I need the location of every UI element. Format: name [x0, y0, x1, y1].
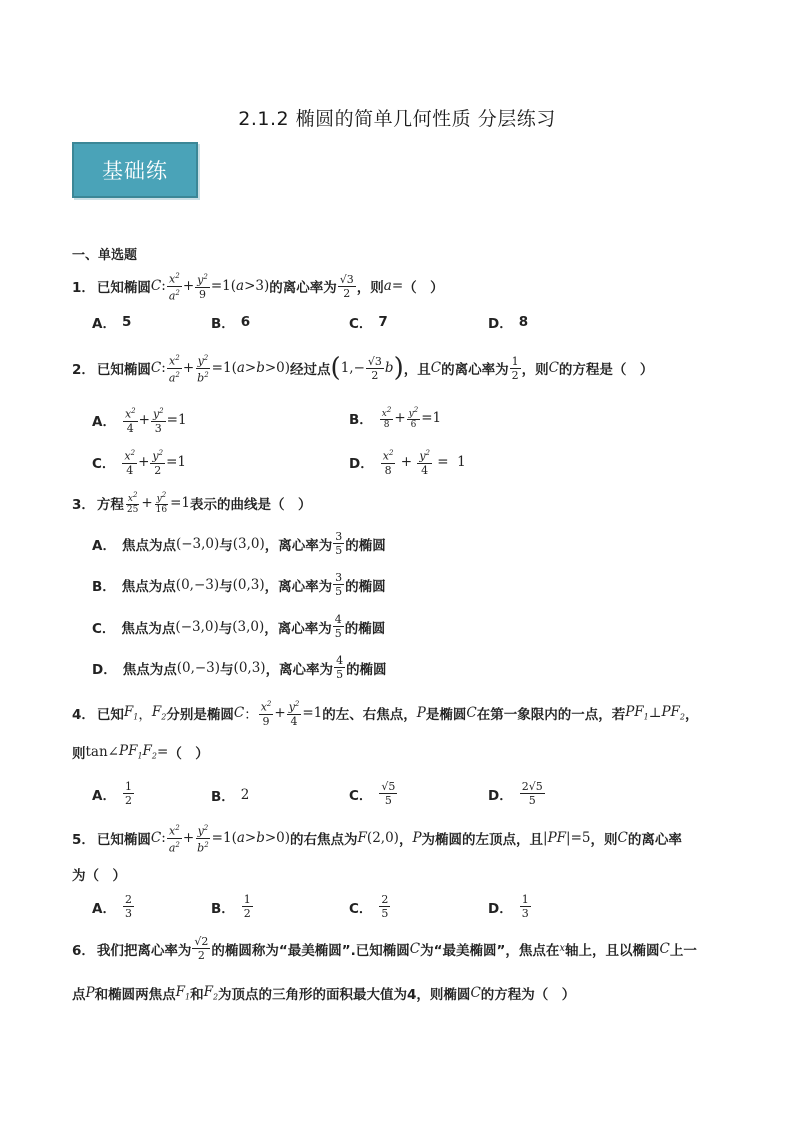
q2-option-c[interactable]: C． $\frac{x^2}{4}$ + $\frac{y^2}{2}$ =1	[92, 449, 187, 477]
q4-option-b[interactable]: B． 2	[211, 787, 250, 805]
level-badge: 基础练	[72, 142, 198, 198]
q5-option-a[interactable]: A． $\frac{2}{3}$	[92, 893, 132, 920]
question-2: 2． 已知椭圆 C : $\frac{x^2}{a^2}$ + $\frac{y^2}{b^2}$ =1( a > b >0) 经过点 ( 1,− $\frac{√3}{2}$ b ) ，且 C 的离心率为 $\frac{1}{2}$ ，则 C 的方程是（ ）	[72, 353, 654, 385]
question-4: 4． 已知 $F_1$ ， $F_2$ 分别是椭圆 C ： $\frac{x^2}{9}$ + $\frac{y^2}{4}$ =1 的左、右焦点， P 是椭圆 C 在第一象限内的一点，若 $PF_1$ ⊥ $PF_2$ ，	[72, 700, 699, 728]
q3-option-c[interactable]: C． 焦点为点 (−3,0) 与 (3,0) ，离心率为 $\frac{4}{5}$ 的椭圆	[92, 613, 386, 640]
q5-option-d[interactable]: D． $\frac{1}{3}$	[488, 893, 529, 920]
q5-option-c[interactable]: C． $\frac{2}{5}$	[349, 893, 389, 920]
q3-option-a[interactable]: A． 焦点为点 (−3,0) 与 (3,0) ，离心率为 $\frac{3}{5}$ 的椭圆	[92, 530, 386, 557]
question-6-line-2: 点 P 和椭圆两焦点 $F_1$ 和 $F_2$ 为顶点的三角形的面积最大值为4，则椭圆 C 的方程为（ ）	[72, 984, 576, 1003]
question-4-line-2: 则 tan∠ $PF_1F_2$ = （ ）	[72, 743, 209, 762]
q1-option-a[interactable]: A． 5	[92, 314, 132, 332]
q3-option-d[interactable]: D． 焦点为点 (0,−3) 与 (0,3) ，离心率为 $\frac{4}{5}$ 的椭圆	[92, 654, 387, 681]
q4-option-d[interactable]: D． $\frac{2√5}{5}$	[488, 780, 543, 807]
question-6: 6． 我们把离心率为 $\frac{√2}{2}$ 的椭圆称为“最美椭圆”.已知椭圆 C 为“最美椭圆”，焦点在 x 轴上，且以椭圆 C 上一	[72, 935, 697, 962]
q2-option-d[interactable]: D． $\frac{x^2}{8}$ + $\frac{y^2}{4}$ = 1	[349, 449, 466, 477]
q1-option-b[interactable]: B． 6	[211, 314, 251, 332]
q1-option-c[interactable]: C． 7	[349, 314, 388, 332]
q4-option-a[interactable]: A． $\frac{1}{2}$	[92, 780, 132, 807]
q3-option-b[interactable]: B． 焦点为点 (0,−3) 与 (0,3) ，离心率为 $\frac{3}{5}$ 的椭圆	[92, 571, 386, 598]
question-1: 1． 已知椭圆 C : $\frac{x^2}{a^2}$ + $\frac{y^2}{9}$ =1( a >3) 的离心率为 $\frac{√3}{2}$ ，则 a = （ ）	[72, 272, 444, 303]
question-5: 5． 已知椭圆 C : $\frac{x^2}{a^2}$ + $\frac{y^2}{b^2}$ =1( a > b >0) 的右焦点为 F (2,0) ， P 为椭圆的左顶点，且 | PF |=5 ，则 C 的离心率	[72, 824, 682, 855]
q1-option-d[interactable]: D． 8	[488, 314, 529, 332]
question-3: 3． 方程 $\frac{x^2}{25}$ + $\frac{y^2}{16}$ =1 表示的曲线是（ ）	[72, 491, 312, 515]
question-5-line-2: 为（ ）	[72, 868, 126, 884]
section-heading: 一、单选题	[72, 248, 138, 263]
page-title: 2.1.2 椭圆的简单几何性质 分层练习	[238, 108, 556, 130]
q5-option-b[interactable]: B． $\frac{1}{2}$	[211, 893, 251, 920]
q4-option-c[interactable]: C． $\frac{√5}{5}$	[349, 780, 396, 807]
q2-option-b[interactable]: B． $\frac{x^2}{8}$ + $\frac{y^2}{6}$ =1	[349, 406, 442, 430]
q2-option-a[interactable]: A． $\frac{x^2}{4}$ + $\frac{y^2}{3}$ =1	[92, 407, 187, 435]
